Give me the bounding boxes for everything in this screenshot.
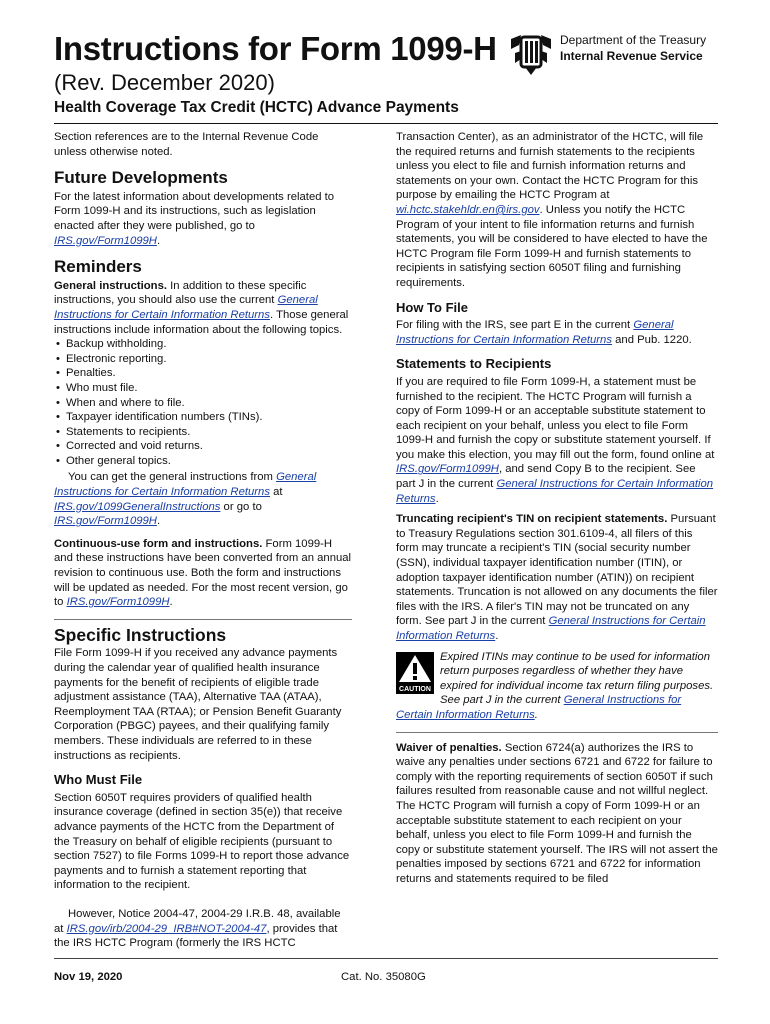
obtain-instructions-text: You can get the general instructions from General Instructions for Certain Information Returns at IRS.gov/1099GeneralInstructions or go to IRS.gov/Form1099H.: [54, 471, 317, 528]
who-must-file-text: Section 6050T requires providers of qualified health insurance coverage (defined in section 35(e)) that receive advance payments of the HCTC from the Department of the Treasury on behalf of eligible recipients (pursuant to section 7527) to file Forms 1099-H to report those advance payments and to furnish a statement reporting that information to the recipient.: [54, 791, 350, 892]
footer-rule: [54, 958, 718, 959]
caution-text: Expired ITINs may continue to be used for information return purposes regardless of whether they have expired for individual income tax return filing purposes. See part J in the current General Instructions for Certain Information Returns.: [396, 650, 714, 721]
list-item: • Taxpayer identification numbers (TINs).: [54, 410, 352, 425]
section-divider: [54, 619, 352, 620]
hctc-email-link[interactable]: wi.hctc.stakehldr.en@irs.gov: [396, 203, 540, 216]
reminders-heading: Reminders: [54, 257, 142, 277]
specific-instructions-heading: Specific Instructions: [54, 624, 227, 645]
agency-name: [560, 32, 706, 64]
list-item: • Penalties.: [54, 366, 352, 381]
department-line: Department of the Treasury: [560, 33, 707, 47]
list-item: • Corrected and void returns.: [54, 439, 352, 454]
list-item: • Statements to recipients.: [54, 425, 352, 440]
general-instructions-url-link[interactable]: IRS.gov/1099GeneralInstructions: [54, 500, 221, 513]
general-instructions-link[interactable]: General Instructions for Certain Information Returns: [54, 294, 318, 321]
section-divider: [396, 732, 718, 733]
header-rule: [54, 123, 718, 124]
continuation-text: Transaction Center), as an administrator of the HCTC, will file the required returns and furnish statements to the recipients unless you elect to file and furnish information returns and statements on your own. Contact the HCTC Program for this purpose by emailing the HCTC Program at wi.hctc.stakehldr.en@irs.gov. Unless you notify the HCTC Program of your intent to file information returns and furnish statements, you will be considered to have elected to have the HCTC Program file Form 1099-H and furnish statements to recipients in satisfying section 6050T filing and furnishing requirements.: [396, 131, 708, 289]
how-to-file-text: For filing with the IRS, see part E in the current General Instructions for Certain Information Returns and Pub. 1220.: [396, 319, 692, 346]
left-column: [54, 130, 352, 951]
irs-line: Internal Revenue Service: [560, 49, 703, 63]
irs-form1099h-link[interactable]: IRS.gov/Form1099H: [54, 515, 157, 528]
caution-label: CAUTION: [399, 685, 431, 693]
future-developments-text: For the latest information about developments related to Form 1099-H and its instructions, such as legislation enacted after they were published, go to IRS.gov/Form1099H.: [54, 190, 335, 247]
notice-text: However, Notice 2004-47, 2004-29 I.R.B. 48, available at IRS.gov/irb/2004-29_IRB#NOT-2004-47, provides that the IRS HCTC Program (formerly the IRS HCTC: [54, 907, 341, 950]
footer-date: Nov 19, 2020: [54, 971, 123, 983]
irb-notice-link[interactable]: IRS.gov/irb/2004-29_IRB#NOT-2004-47: [66, 922, 267, 935]
topics-list: [54, 337, 352, 468]
intro-text: Section references are to the Internal Revenue Code unless otherwise noted.: [54, 131, 319, 158]
document-subtitle: Health Coverage Tax Credit (HCTC) Advance Payments: [54, 99, 459, 116]
caution-icon: [396, 652, 434, 694]
caution-note: [396, 650, 718, 723]
waiver-of-penalties-text: Waiver of penalties. Section 6724(a) authorizes the IRS to waive any penalties under sections 6721 and 6722 for failure to comply with the reporting requirements of section 6050T if such failures resulted from reasonable cause and not willful neglect. The HCTC Program will furnish a copy of Form 1099-H or an acceptable substitute statement to each recipient on your behalf, unless you elect to file Form 1099-H and furnish the copy or substitute statement yourself. The IRS will not assert the penalties imposed by sections 6721 and 6722 for information returns and statements required to be filed: [396, 741, 718, 885]
statements-heading: Statements to Recipients: [396, 356, 552, 372]
catalog-number: Cat. No. 35080G: [341, 971, 426, 983]
right-column: [396, 130, 718, 887]
irs-eagle-logo-icon: [507, 29, 555, 77]
list-item: • When and where to file.: [54, 396, 352, 411]
irs-form1099h-link[interactable]: IRS.gov/Form1099H: [54, 234, 157, 247]
continuous-use-text: Continuous-use form and instructions. Form 1099-H and these instructions have been converted from an annual revision to continuous use. Both the form and instructions will be updated as needed. For the most recent version, go to IRS.gov/Form1099H.: [54, 537, 352, 609]
list-item: • Who must file.: [54, 381, 352, 396]
how-to-file-heading: How To File: [396, 299, 468, 315]
list-item: • Electronic reporting.: [54, 352, 352, 367]
general-instructions-link[interactable]: General Instructions for Certain Information Returns: [396, 694, 682, 721]
document-title: Instructions for Form 1099-H: [54, 30, 497, 67]
list-item: • Other general topics.: [54, 454, 352, 469]
general-instructions-link[interactable]: General Instructions for Certain Information Returns: [54, 471, 317, 499]
general-instructions-text: General instructions. In addition to these specific instructions, you should also use the current General Instructions for Certain Information Returns. Those general instructions include information about the following topics.: [54, 279, 349, 336]
irs-form1099h-link[interactable]: IRS.gov/Form1099H: [396, 463, 499, 476]
irs-form1099h-link[interactable]: IRS.gov/Form1099H: [66, 596, 170, 609]
revision-date: (Rev. December 2020): [54, 70, 275, 95]
future-developments-heading: Future Developments: [54, 168, 228, 188]
truncating-tin-text: Truncating recipient's TIN on recipient statements. Pursuant to Treasury Regulations section 301.6109-4, all filers of this form may truncate a recipient's TIN (social security number (SSN), individual taxpayer identification number (ITIN), or adoption taxpayer identification number (ATIN)) on recipient statements. Truncation is not allowed on any documents the filer files with the IRS. A filer's TIN may not be truncated on any form. See part J in the current General Instructions for Certain Information Returns.: [396, 513, 718, 642]
general-instructions-link[interactable]: General Instructions for Certain Information Returns: [396, 615, 706, 642]
statements-text: If you are required to file Form 1099-H, a statement must be furnished to the recipient. The HCTC Program will furnish a copy of Form 1099-H or an acceptable substitute statement to each recipient on your behalf, unless you elect to file Form 1099-H and furnish the copy or substitute statement yourself. If you make this election, you may fill out the form, found online at IRS.gov/Form1099H, and send Copy B to the recipient. See part J in the current General Instructions for Certain Information Returns.: [396, 375, 715, 505]
general-instructions-link[interactable]: General Instructions for Certain Information Returns: [396, 319, 674, 346]
specific-instructions-text: File Form 1099-H if you received any advance payments during the calendar year of qualified health insurance payments for the benefit of recipients of eligible trade adjustment assistance (TAA), Alternative TAA (ATAA), Reemployment TAA (RTAA); or Pension Benefit Guaranty Corporation (PBGC) payees, and their qualifying family members. These individuals are referred to in these instructions as recipients.: [54, 647, 342, 762]
general-instructions-link[interactable]: General Instructions for Certain Information Returns: [396, 478, 714, 505]
list-item: • Backup withholding.: [54, 337, 352, 352]
who-must-file-heading: Who Must File: [54, 772, 143, 788]
